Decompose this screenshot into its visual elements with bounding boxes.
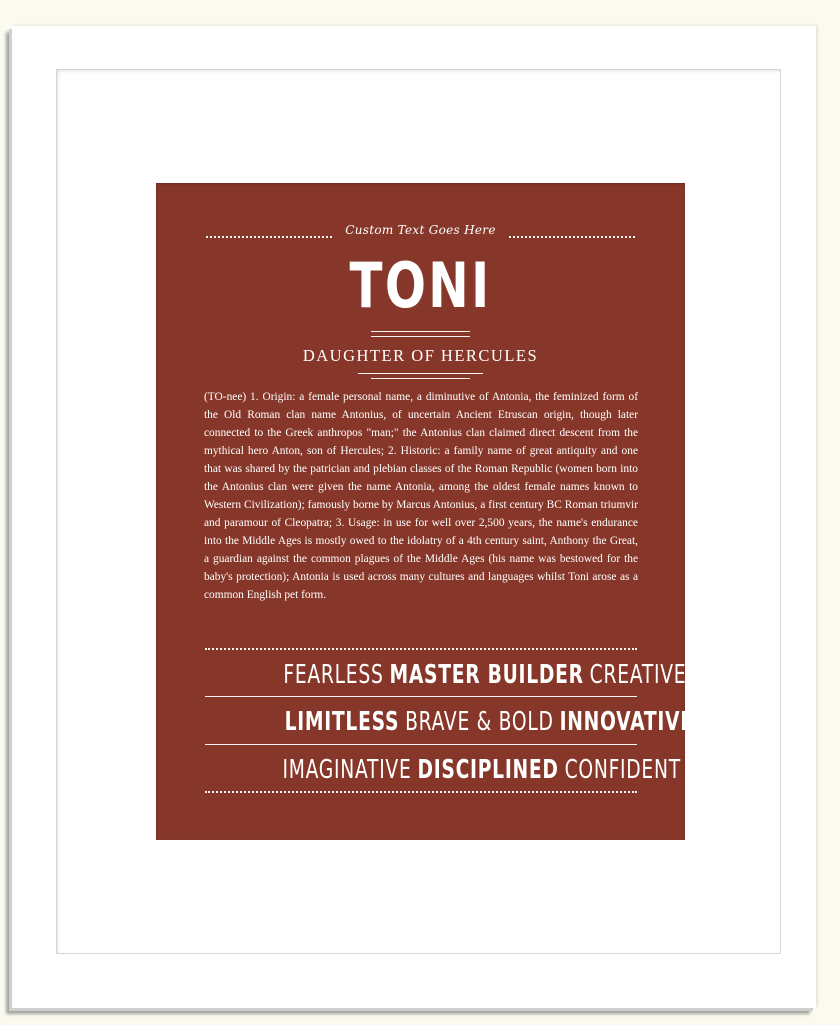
custom-text: Custom Text Goes Here — [345, 223, 496, 237]
trait-creative: CREATIVE — [589, 660, 687, 690]
subtitle-underline-bottom — [371, 378, 470, 379]
trait-row-2 — [205, 704, 694, 739]
trait-row-3 — [205, 752, 681, 787]
trait-limitless: LIMITLESS — [284, 707, 400, 737]
name-underline-bottom — [371, 336, 470, 337]
trait-divider-1 — [205, 696, 637, 697]
trait-fearless: FEARLESS — [283, 660, 384, 690]
trait-imaginative: IMAGINATIVE — [282, 755, 412, 785]
trait-confident: CONFIDENT — [564, 755, 681, 785]
trait-disciplined: DISCIPLINED — [417, 755, 559, 785]
trait-row-1 — [205, 657, 687, 692]
subtitle-underline-top — [358, 373, 483, 374]
trait-master-builder: MASTER BUILDER — [389, 660, 584, 690]
name-underline-top — [371, 331, 470, 332]
dotted-divider-traits-top — [205, 648, 637, 650]
name-definition: (TO-nee) 1. Origin: a female personal name, a diminutive of Antonia, the feminized form of the Old Roman clan name Antonius, of uncertain Ancient Etruscan origin, though later connected to the Greek anthropos "man;" the Antonius clan claimed direct descent from the mythical hero Anton, son of Hercules; 2. Historic: a family name of great antiquity and one that was shared by the patrician and plebian classes of the Roman Republic (women born into the Antonius clan were given the name Antonia, among the oldest female names known to Western Civilization); famously borne by Marcus Antonius, a first century BC Roman triumvir and paramour of Cleopatra; 3. Usage: in use for well over 2,500 years, the name's endurance into the Middle Ages is mostly owed to the idolatry of a 4th century saint, Anthony the Great, a guardian against the common plagues of the Middle Ages (his name was bestowed for the baby's protection); Antonia is used across many cultures and languages whilst Toni arose as a common English pet form. — [204, 391, 638, 601]
name-heading: TONI — [349, 249, 492, 322]
name-meaning-subtitle: DAUGHTER OF HERCULES — [302, 346, 539, 365]
dotted-divider-traits-bottom — [205, 791, 637, 793]
trait-innovative: INNOVATIVE — [559, 707, 694, 737]
trait-brave-and-bold: BRAVE & BOLD — [405, 707, 554, 737]
trait-divider-2 — [205, 744, 637, 745]
name-print — [156, 183, 694, 840]
